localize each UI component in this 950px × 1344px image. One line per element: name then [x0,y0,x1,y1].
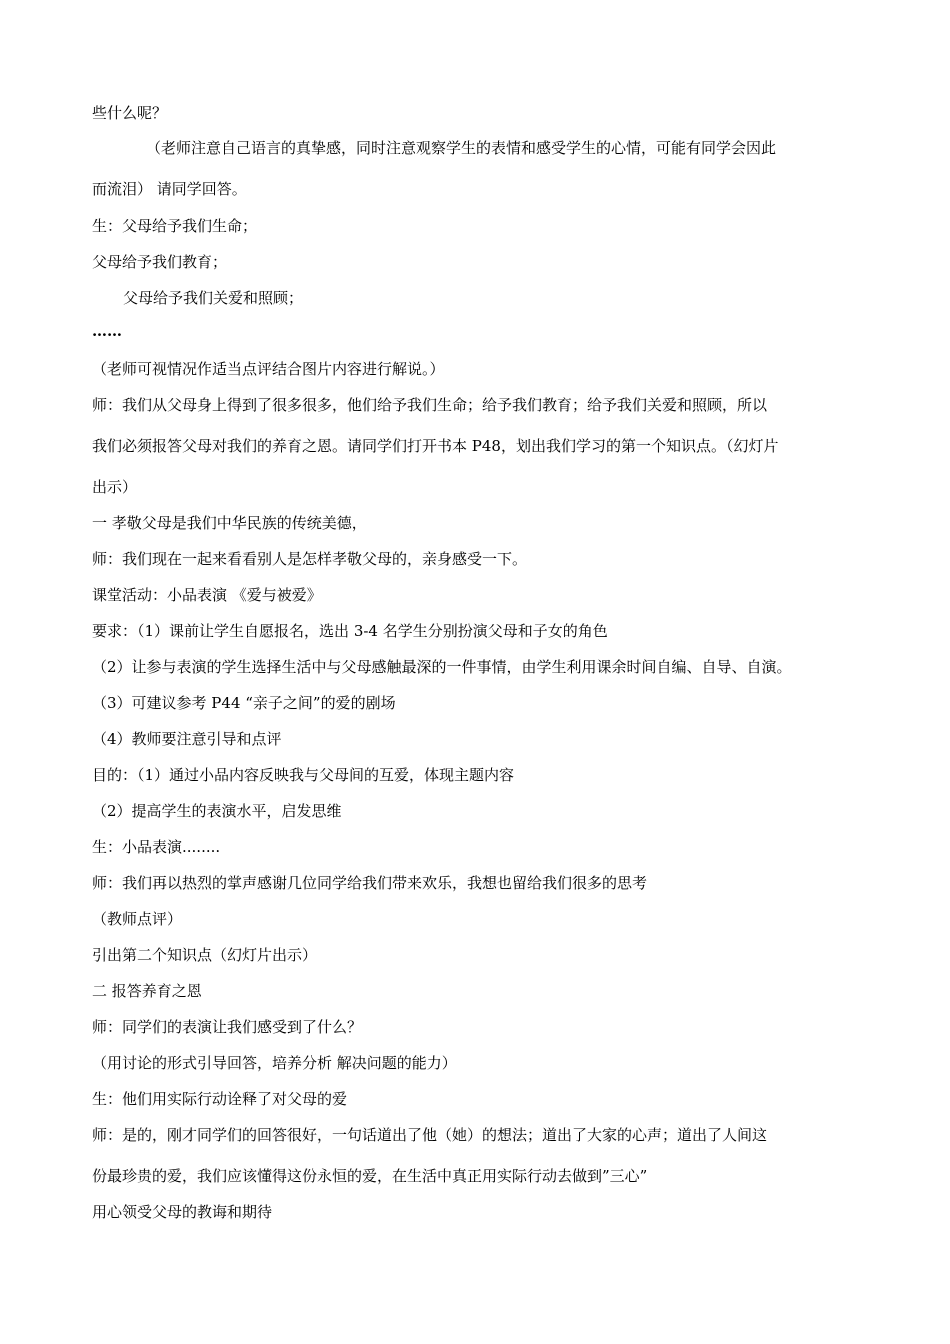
text-line: （4）教师要注意引导和点评 [92,730,282,748]
text-line: （2）让参与表演的学生选择生活中与父母感触最深的一件事情，由学生利用课余时间自编、自导、自演。 [92,658,792,676]
text-line: 引出第二个知识点（幻灯片出示） [92,946,318,964]
text-line: 我们必须报答父母对我们的养育之恩。请同学们打开书本 P48，划出我们学习的第一个知识点。（幻灯片 [92,437,779,455]
text-line: 目的：（1）通过小品内容反映我与父母间的互爱，体现主题内容 [92,766,515,784]
text-line: （教师点评） [92,910,183,928]
text-line: 生：小品表演........ [92,838,221,856]
text-line: 二 报答养育之恩 [92,982,202,1000]
text-line: 要求：（1）课前让学生自愿报名，选出 3-4 名学生分别扮演父母和子女的角色 [92,622,608,640]
text-line: 而流泪） 请同学回答。 [92,180,247,198]
text-line: 生：父母给予我们生命； [92,217,258,235]
text-line: 份最珍贵的爱，我们应该懂得这份永恒的爱，在生活中真正用实际行动去做到”三心” [92,1167,648,1185]
text-line: （2）提高学生的表演水平，启发思维 [92,802,342,820]
text-line: 师：同学们的表演让我们感受到了什么？ [92,1018,363,1036]
text-line: 用心领受父母的教诲和期待 [92,1203,273,1221]
text-line: （老师可视情况作适当点评结合图片内容进行解说。） [92,360,445,378]
text-line: 些什么呢？ [92,104,168,122]
text-line: （3）可建议参考 P44 “亲子之间”的爱的剧场 [92,694,396,712]
text-line: 师：我们现在一起来看看别人是怎样孝敬父母的，亲身感受一下。 [92,550,528,568]
text-line: 师：是的，刚才同学们的回答很好，一句话道出了他（她）的想法；道出了大家的心声；道出了人间这 [92,1126,768,1144]
text-line: （老师注意自己语言的真挚感，同时注意观察学生的表情和感受学生的心情，可能有同学会因此 [146,139,777,157]
text-line: 出示） [92,478,138,496]
text-line: …… [92,322,122,340]
text-line: （用讨论的形式引导回答，培养分析 解决问题的能力） [92,1054,457,1072]
text-line: 师：我们再以热烈的掌声感谢几位同学给我们带来欢乐，我想也留给我们很多的思考 [92,874,648,892]
text-line: 课堂活动：小品表演 《爱与被爱》 [92,586,322,604]
text-line: 生：他们用实际行动诠释了对父母的爱 [92,1090,348,1108]
text-line: 父母给予我们关爱和照顾； [123,289,304,307]
text-line: 师：我们从父母身上得到了很多很多，他们给予我们生命；给予我们教育；给予我们关爱和照顾，所以 [92,396,768,414]
text-line: 一 孝敬父母是我们中华民族的传统美德， [92,514,367,532]
text-line: 父母给予我们教育； [92,253,228,271]
